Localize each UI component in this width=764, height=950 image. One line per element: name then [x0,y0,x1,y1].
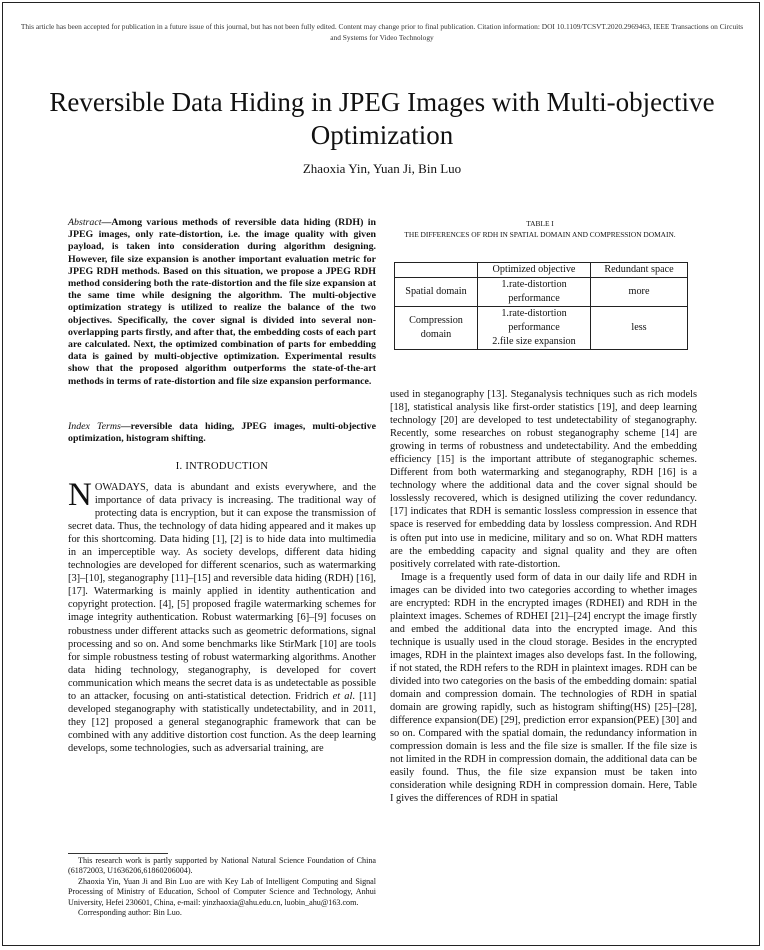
index-terms-text: reversible data hiding, JPEG images, multi-objective optimization, histogram shifting. [68,421,376,445]
right-column-text [390,388,697,806]
table-header-row [395,263,688,278]
intro-first-word: OWADAYS, [94,482,149,493]
table-cell-objective: 1.rate-distortion performance [478,278,591,307]
table-caption [392,219,688,240]
table-cell-domain: Compression domain [395,307,478,350]
section-heading-introduction: I. INTRODUCTION [175,461,269,472]
abstract-text: Among various methods of reversible data hiding (RDH) in JPEG images, only rate-distortion, i.e. the image quality with given payload, is taken into consideration during algorithm designing. However, file size expansion is another important evaluation metric for JPEG RDH methods. Based on this situation, we propose a JPEG RDH method considering both the rate-distortion and the file size expansion at the same time while designing the algorithm. The multi-objective optimization strategy is utilized to realize the balance of the two objectives. Specifically, the cover signal is divided into several non-overlapping parts firstly, and after that, the embedding costs of each part are calculated. Next, the optimized combination of parts for embedding data is gained by multi-objective optimization. Experimental results show that the proposed algorithm outperforms the state-of-the-art methods in terms of rate-distortion and file size expansion performance. [68,217,376,387]
publication-notice: This article has been accepted for publication in a future issue of this journal, but has not been fully edited. Content may change prior to final publication. Citation information: DOI 10.1109/TCSVT.2020.2969463, IEEE Transactions on Circuits and Systems for Video Technology [20,22,744,42]
paper-authors: Zhaoxia Yin, Yuan Ji, Bin Luo [302,161,462,176]
table-header-objective: Optimized objective [478,263,591,278]
table-cell-space: more [591,278,688,307]
table-cell-domain: Spatial domain [395,278,478,307]
footnote-affiliation: Zhaoxia Yin, Yuan Ji and Bin Luo are with Key Lab of Intelligent Computing and Signal Processing of Ministry of Education, School of Computer Science and Technology, Anhui University, Hefei 230601, China, e-mail: yinzhaoxia@ahu.edu.cn, luobin_ahu@163.com. [68,876,376,907]
paper-title: Reversible Data Hiding in JPEG Images with Multi-objective Optimization [49,87,715,150]
table-caption-text: THE DIFFERENCES OF RDH IN SPATIAL DOMAIN AND COMPRESSION DOMAIN. [404,229,676,239]
table-cell-space: less [591,307,688,350]
abstract: Abstract—Among various methods of reversible data hiding (RDH) in JPEG images, only rate-distortion, i.e. the image quality with given payload, is taken into consideration during algorithm designing. However, file size expansion is another important evaluation metric for JPEG RDH methods. Based on this situation, we propose a JPEG RDH method considering both the rate-distortion and the file size expansion at the same time while designing the algorithm. The multi-objective optimization strategy is utilized to realize the balance of the two objectives. Specifically, the cover signal is divided into several non-overlapping parts firstly, and after that, the embedding costs of each part are calculated. Next, the optimized combination of parts for embedding data is gained by multi-objective optimization. Experimental results show that the proposed algorithm outperforms the state-of-the-art methods in terms of rate-distortion and file size expansion performance. [68,217,376,387]
table-cell-objective-2: 2.file size expansion [492,336,576,347]
footnote-rule [68,853,168,854]
drop-cap: N [68,477,92,513]
index-terms-label: Index Terms [68,421,121,432]
table-header-empty [395,263,478,278]
table-row [395,307,688,350]
table-cell-objective [478,307,591,350]
intro-paragraph-1: data is abundant and exists everywhere, and the importance of data privacy is increasing. The traditional way of protecting data is encryption, but it can expose the transmission of secret data. Thus, the technology of data hiding appeared and it makes up for this shortcoming. Data hiding [1], [2] is to hide data into multimedia in an imperceptible way. As society develops, different data hiding technologies are developed for different scenarios, such as watermarking [3]–[10], steganography [11]–[15] and reversible data hiding (RDH) [16], [17]. Watermarking is mainly applied in identity authentication and copyright protection. [4], [5] proposed fragile watermarking schemes for image integrity authentication. Robust watermarking [6]–[9] focuses on robustness under different attacks such as geometric deformations, signal processing and so on. And some benchmarks like StirMark [10] are tools for simple robustness testing of robust watermarking algorithms. Another data hiding technology, steganography, is developed for covert communication which means the secret data is as undetectable as possible to an attacker, focusing on anti-statistical detection. Fridrich [68,482,376,702]
table-header-space: Redundant space [591,263,688,278]
intro-paragraph-1-cont: . [11] developed steganography with statistically undetectability, and in 2011, they [12] proposed a general steganographic framework that can be combined with any additive distortion cost function. As the deep learning develops, some technologies, such as adversarial training, are [68,690,376,754]
abstract-label: Abstract [68,217,102,228]
footnote-funding: This research work is partly supported by National Natural Science Foundation of China (61872003, U1636206,61860206004). [68,856,376,876]
differences-table [394,262,688,350]
table-cell-objective-1: 1.rate-distortion performance [501,308,567,333]
right-paragraph-2: Image is a frequently used form of data in our daily life and RDH in images can be divided into two categories according to whether images are encrypted: RDH in the encrypted images (RDHEI) and RDH in the plaintext images. Schemes of RDHEI [21]–[24] encrypt the image firstly and embed the additional data into the encrypted image. And this technique is usually used in the cloud storage. Besides in the encrypted images, RDH in the plaintext images also develops fast. In the following, if not stated, the RDH refers to the RDH in plaintext images. RDH can be divided into two categories on the basis of the embedding domain: spatial domain and compression domain. The technologies of RDH in spatial domain are growing rapidly, such as histogram shifting(HS) [25]–[28], difference expansion(DE) [29], prediction error expansion(PEE) [30] and so on. Compared with the spatial domain, the redundancy information in compression domain is less and the file size is smaller. If the file size is not limited in the RDH in compression domain, the additional data can be easily found. Thus, the file size expansion must be taken into consideration while designing RDH in compression domain. Here, Table I gives the differences of RDH in spatial [390,571,697,805]
table-label: TABLE I [526,219,554,228]
footnotes [68,856,376,918]
index-terms: Index Terms—reversible data hiding, JPEG images, multi-objective optimization, histogram shifting. [68,421,376,445]
et-al: et al [332,690,353,702]
right-paragraph-1: used in steganography [13]. Steganalysis techniques such as rich models [18], statistical analysis like first-order statistics [19], and deep learning technology [20] are developed to test undetectability of steganography. Recently, some researches on robust steganography scheme [14] are growing in terms of robustness and undetectability. And the embedding efficiency [15] is the important attribute of steganographic schemes. Different from both watermarking and steganography, RDH [16] is a technology where the additional data and the cover signal should be losslessly recovered, which is designed utilizing the cover redundancy. [17] indicates that RDH is semantic lossless compression in essence that space is reserved for embedding data by lossless compression. And RDH is often put into use in medicine, military and so on. What RDH matters are the embedding capacity and signal quality and they are often positively correlated with rate-distortion. [390,389,697,570]
footnote-corresponding: Corresponding author: Bin Luo. [78,908,182,918]
table-row [395,278,688,307]
introduction-text [68,477,376,755]
